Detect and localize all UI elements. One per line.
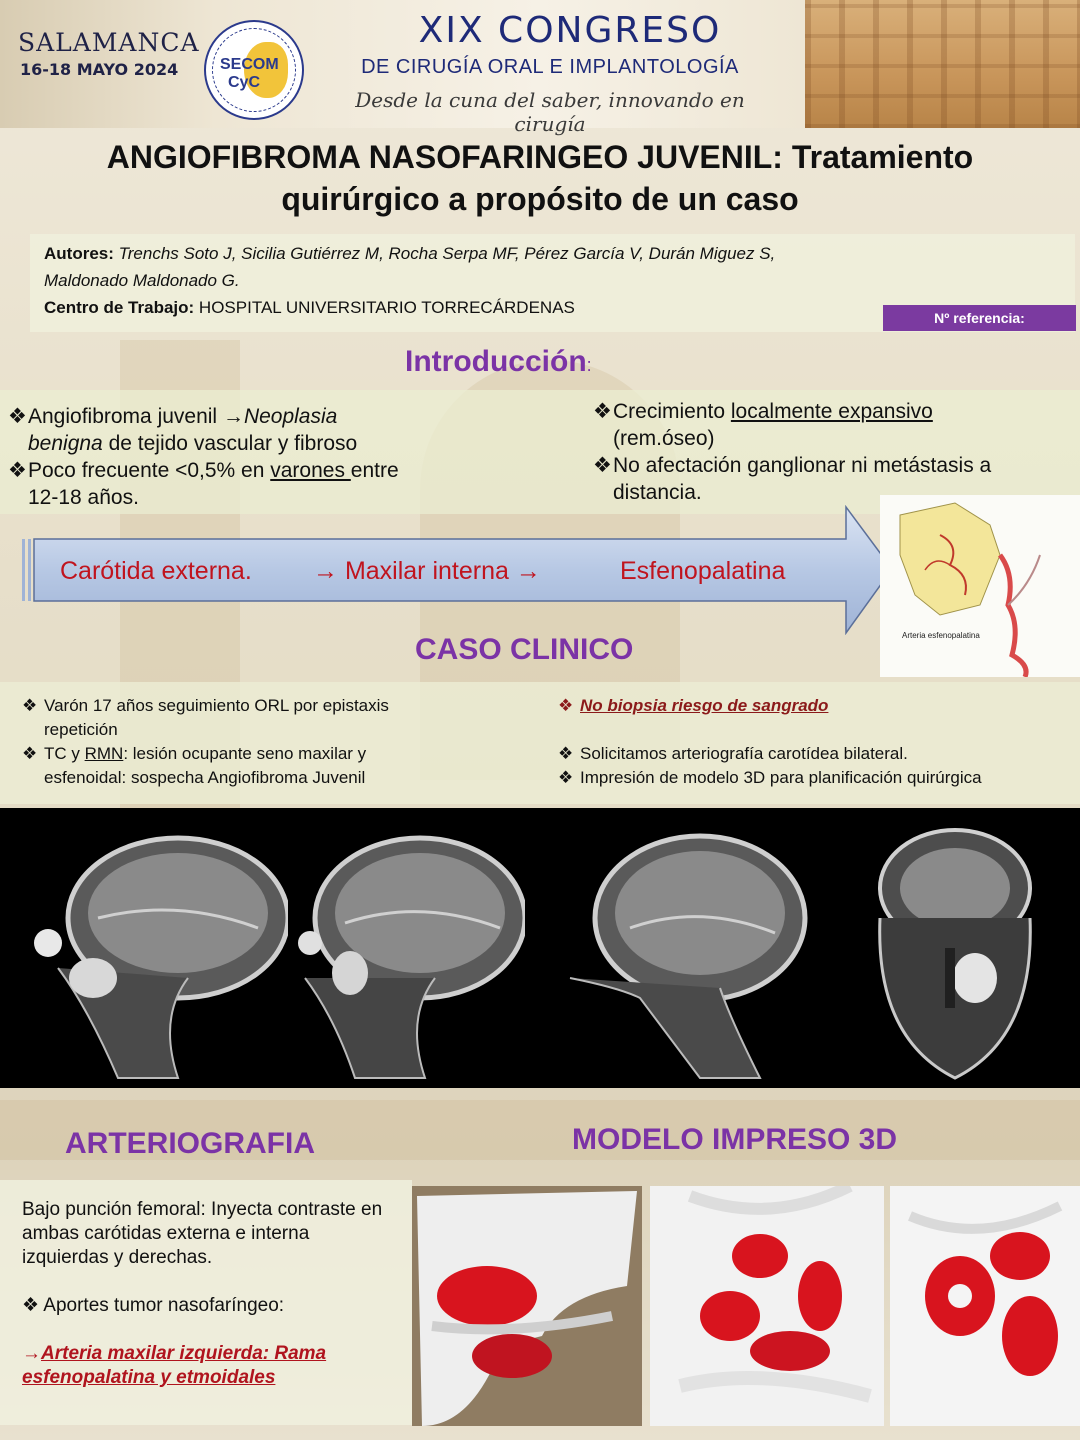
work-center: HOSPITAL UNIVERSITARIO TORRECÁRDENAS <box>198 298 575 317</box>
facade-illustration <box>805 0 1080 128</box>
intro-right-bullets <box>593 398 1053 506</box>
poster-title <box>0 136 1080 220</box>
anatomy-caption: Arteria esfenopalatina <box>902 631 980 640</box>
intro-heading-text: Introducción <box>405 345 587 378</box>
authors-label: Autores: <box>44 244 114 263</box>
congress-city: SALAMANCA <box>18 28 200 57</box>
bullet-diamond-icon: ❖ <box>22 744 38 763</box>
caso-l2-a: TC y <box>44 744 85 763</box>
caso-bullet-warning <box>558 694 1078 718</box>
intro-b2-c: 12-18 años. <box>28 486 139 509</box>
model-photo-3 <box>890 1186 1080 1426</box>
arteriografia-p3-line <box>22 1342 398 1390</box>
arteriografia-heading: ARTERIOGRAFIA <box>65 1127 315 1160</box>
arrow-step-carotid: Carótida externa. <box>60 557 252 585</box>
caso-bullet <box>558 742 1078 766</box>
caso-bullet <box>558 766 1078 790</box>
caso-bullet <box>22 742 492 790</box>
reference-badge: Nº referencia: <box>883 305 1076 331</box>
model-photo-2-drawing <box>650 1186 884 1426</box>
bullet-diamond-icon: ❖ <box>8 405 27 428</box>
caso-heading: CASO CLINICO <box>415 633 634 666</box>
intro-b1-d: de tejido vascular y fibroso <box>102 432 358 455</box>
intro-b1-a: Angiofibroma juvenil <box>28 405 223 428</box>
title-line-1: ANGIOFIBROMA NASOFARINGEO JUVENIL: Tratamiento <box>106 139 974 175</box>
mri-sagittal-3 <box>560 818 810 1088</box>
congress-slogan: Desde la cuna del saber, innovando en cirugía <box>355 88 745 136</box>
caso-left-bullets <box>22 694 492 790</box>
anatomy-illustration <box>880 495 1080 677</box>
bullet-diamond-icon: ❖ <box>558 744 574 763</box>
authors-names-2: Maldonado Maldonado G. <box>44 271 240 290</box>
bullet-diamond-icon: ❖ <box>558 768 574 787</box>
bullet-diamond-icon: ❖ <box>22 696 38 715</box>
authors-line-2 <box>44 267 1061 294</box>
intro-b1-arrow: → <box>222 405 244 428</box>
congress-header <box>0 0 1080 136</box>
bullet-diamond-icon: ❖ <box>8 459 27 482</box>
logo-text-cyc: CyC <box>228 74 261 91</box>
intro-b4-b: distancia. <box>613 481 702 504</box>
model-photo-1-drawing <box>412 1186 642 1426</box>
congress-title: XIX CONGRESO <box>418 10 722 51</box>
bullet-diamond-icon: ❖ <box>22 1295 40 1316</box>
modelo-heading: MODELO IMPRESO 3D <box>572 1123 898 1156</box>
no-biopsy-warning: No biopsia riesgo de sangrado <box>580 696 829 715</box>
arteriografia-box <box>0 1180 412 1425</box>
mri-coronal <box>865 818 1045 1088</box>
congress-dates: 16-18 MAYO 2024 <box>20 60 179 79</box>
arrow-step-maxillary: → Maxilar interna → <box>313 557 541 585</box>
intro-b2-a: Poco frecuente <0,5% en <box>28 459 271 482</box>
intro-b2-u: varones <box>270 459 351 482</box>
work-center-label: Centro de Trabajo: <box>44 298 195 317</box>
caso-l2-b: : lesión ocupante seno maxilar y <box>123 744 367 763</box>
anatomy-drawing <box>880 495 1080 677</box>
caso-l1-b: repetición <box>44 720 118 739</box>
arteriografia-p1: Bajo punción femoral: Inyecta contraste en ambas carótidas externa e interna izquierdas y derechas. <box>22 1199 383 1268</box>
artery-path-arrow <box>20 505 895 635</box>
intro-b1-c: benigna <box>28 432 103 455</box>
caso-l2-u: RMN <box>84 744 124 763</box>
arteriografia-p3: Arteria maxilar izquierda: Rama esfenopalatina y etmoidales <box>22 1343 327 1388</box>
bullet-diamond-icon: ❖ <box>593 454 612 477</box>
caso-right-bullets <box>558 694 1078 790</box>
bullet-diamond-icon: ❖ <box>593 400 612 423</box>
caso-bullet <box>22 694 492 742</box>
model-photo-1 <box>412 1186 642 1426</box>
logo-text-secom: SECOM <box>220 56 279 73</box>
authors-line-1 <box>44 240 1061 267</box>
congress-subtitle: DE CIRUGÍA ORAL E IMPLANTOLOGÍA <box>361 56 739 78</box>
mri-sagittal-2 <box>285 818 525 1088</box>
bullet-diamond-icon: ❖ <box>558 696 574 715</box>
intro-heading <box>405 345 592 379</box>
caso-r2: Solicitamos arteriografía carotídea bilateral. <box>580 744 908 763</box>
intro-bullet <box>593 398 1053 452</box>
intro-b3-b: (rem.óseo) <box>613 427 715 450</box>
arteriografia-p2: Aportes tumor nasofaríngeo: <box>43 1295 285 1316</box>
secom-logo <box>204 20 304 120</box>
arteriografia-p2-line <box>22 1294 398 1318</box>
caso-l1-a: Varón 17 años seguimiento ORL por epistaxis <box>44 696 389 715</box>
intro-bullet <box>8 457 448 511</box>
intro-b4-a: No afectación ganglionar ni metástasis a <box>613 454 992 477</box>
intro-b1-b: Neoplasia <box>243 405 338 428</box>
intro-bullet <box>8 403 448 457</box>
intro-left-bullets <box>8 403 448 511</box>
intro-b3-a: Crecimiento <box>613 400 731 423</box>
arrow-step-sphenopalatine: Esfenopalatina <box>620 557 786 585</box>
intro-b2-b: entre <box>350 459 399 482</box>
intro-heading-colon: : <box>586 355 592 375</box>
title-line-2: quirúrgico a propósito de un caso <box>281 181 799 217</box>
mri-image-strip <box>0 808 1080 1088</box>
model-photo-2 <box>650 1186 884 1426</box>
intro-b3-u: localmente expansivo <box>730 400 933 423</box>
authors-names-1: Trenchs Soto J, Sicilia Gutiérrez M, Rocha Serpa MF, Pérez García V, Durán Miguez S, <box>118 244 776 263</box>
model-photo-3-drawing <box>890 1186 1080 1426</box>
caso-l2-c: esfenoidal: sospecha Angiofibroma Juvenil <box>44 768 366 787</box>
caso-r3: Impresión de modelo 3D para planificación quirúrgica <box>580 768 982 787</box>
mri-sagittal-1 <box>28 818 288 1088</box>
arteriografia-p3-arrow: → <box>22 1343 41 1364</box>
